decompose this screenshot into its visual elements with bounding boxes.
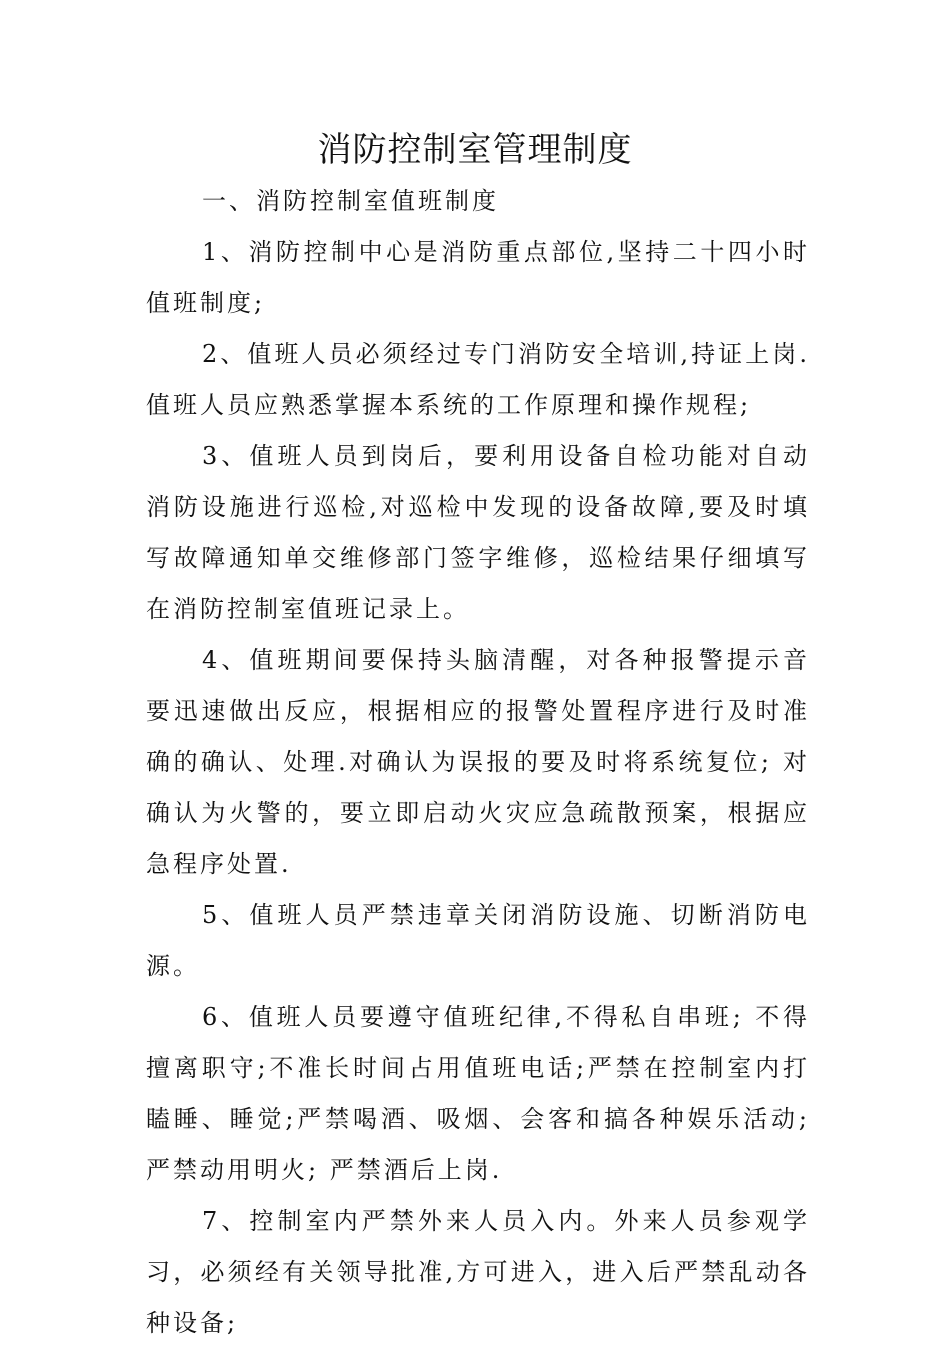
document-body xyxy=(146,176,810,1349)
document-title: 消防控制室管理制度 xyxy=(317,130,633,170)
paragraph-3: 3、值班人员到岗后，要利用设备自检功能对自动消防设施进行巡检,对巡检中发现的设备故障,要及时填写故障通知单交维修部门签字维修，巡检结果仔细填写在消防控制室值班记录上。 xyxy=(146,442,810,623)
paragraph-6: 6、值班人员要遵守值班纪律,不得私自串班; 不得擅离职守;不准长时间占用值班电话;严禁在控制室内打瞌睡、睡觉;严禁喝酒、吸烟、会客和搞各种娱乐活动; 严禁动用明火; 严禁酒后上岗. xyxy=(146,1003,810,1184)
paragraph-1: 1、消防控制中心是消防重点部位,坚持二十四小时值班制度; xyxy=(146,238,810,317)
paragraph-7: 7、控制室内严禁外来人员入内。外来人员参观学习，必须经有关领导批准,方可进入，进入后严禁乱动各种设备; xyxy=(146,1207,810,1337)
paragraph-5: 5、值班人员严禁违章关闭消防设施、切断消防电源。 xyxy=(146,901,810,980)
section-heading: 一、消防控制室值班制度 xyxy=(202,187,499,215)
paragraph-4: 4、值班期间要保持头脑清醒，对各种报警提示音要迅速做出反应，根据相应的报警处置程序进行及时准确的确认、处理.对确认为误报的要及时将系统复位; 对确认为火警的，要立即启动火灾应急疏散预案，根据应急程序处置. xyxy=(146,646,810,878)
paragraph-2: 2、值班人员必须经过专门消防安全培训,持证上岗.值班人员应熟悉掌握本系统的工作原理和操作规程; xyxy=(146,340,810,419)
